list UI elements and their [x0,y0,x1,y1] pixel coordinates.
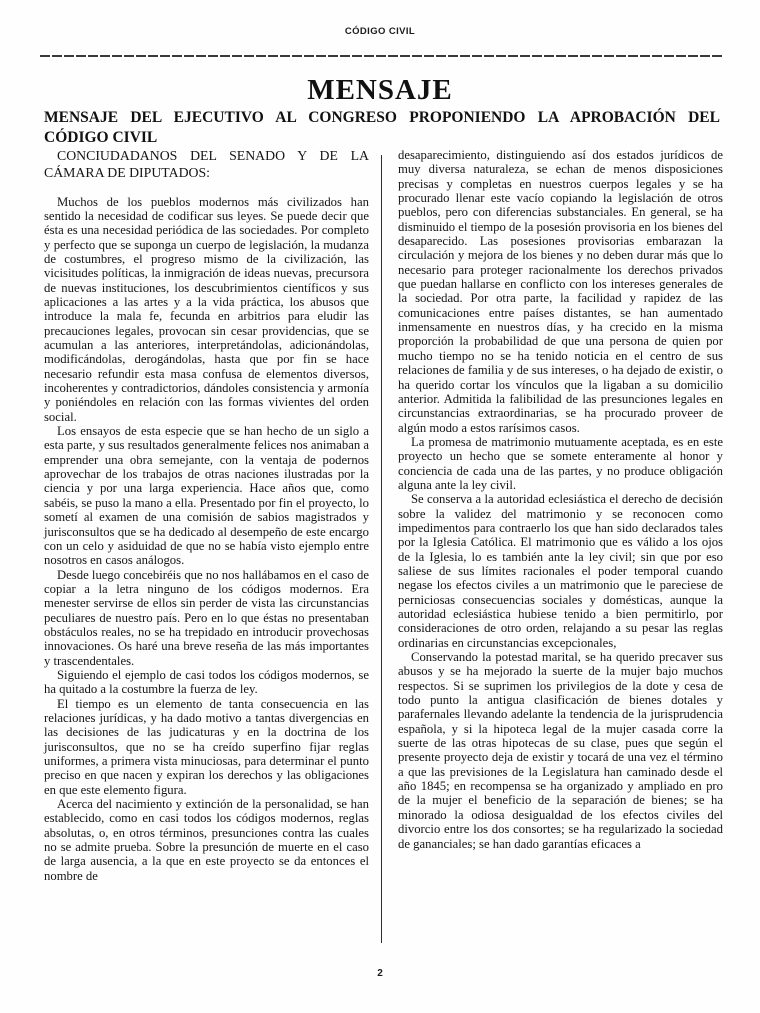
paragraph: Se conserva a la autoridad eclesiástica el derecho de decisión sobre la validez del matrimonio y se reconocen como impedimentos para contraerlo los que han sido declarados tales por la Iglesia Católica. El matrimonio que es válido a los ojos de la Iglesia, lo es también ante la ley civil; sin que por eso saliese de sus límites racionales el poder temporal cuando negase los efectos civiles a un matrimonio que le pareciese de perniciosas consecuencias sociales y domésticas, aunque la autoridad eclesiástica hubiese tenido a bien permitirlo, por consideraciones de otro orden, relajando a su pesar las reglas ordinarias en circunstancias excepcionales, [398,492,723,650]
column-divider-rule [381,155,382,943]
paragraph: Muchos de los pueblos modernos más civilizados han sentido la necesidad de codificar sus leyes. Se puede decir que ésta es una necesidad periódica de las sociedades. Por completo y perfecto que se suponga un cuerpo de legislación, la mudanza de costumbres, el progreso mismo de la civilización, las vicisitudes políticas, la inmigración de ideas nuevas, precursora de nuevas instituciones, los descubrimientos científicos y sus aplicaciones a las artes y a la vida práctica, los abusos que introduce la mala fe, fecunda en arbitrios para eludir las precauciones legales, provocan sin cesar providencias, que se acumulan a las anteriores, interpretándolas, adicionándolas, modificándolas, derogándolas, hasta que por fin se hace necesario refundir esta masa confusa de elementos diversos, incoherentes y contradictorios, dándoles consistencia y armonía y poniéndoles en relación con las formas vivientes del orden social. [44,194,369,424]
paragraph: El tiempo es un elemento de tanta consecuencia en las relaciones jurídicas, y ha dado motivo a tantas divergencias en las decisiones de las judicaturas y en la doctrina de los jurisconsultos, que no se ha creído superfino fijar reglas uniformes, a primera vista minuciosas, para determinar el punto preciso en que nacen y expiran los derechos y las obligaciones en que este elemento figura. [44,696,369,797]
paragraph-continuation: desaparecimiento, distinguiendo así dos estados jurídicos de muy diversa naturaleza, se echan de menos disposiciones precisas y completas en nuestros cuerpos legales y se ha procurado llenar este vacío copiando la legislación de otros pueblos, pero con diferencias substanciales. En general, se ha disminuido el tiempo de la posesión provisoria en los bienes del desaparecido. Las posesiones provisorias embarazan la circulación y mejora de los bienes y no deben durar más que lo necesario para proteger racionalmente los derechos privados que puedan hallarse en conflicto con los intereses generales de la sociedad. Por otra parte, la facilidad y rapidez de las comunicaciones entre países distantes, se han aumentado inmensamente en nuestros días, y ha crecido en la misma proporción la probabilidad de que una persona de quien por mucho tiempo no se ha tenido noticia en el centro de sus relaciones de familia y de sus intereses, o ha dejado de existir, o ha querido cortar los vínculos que la ligaban a su domicilio anterior. Admitida la falibilidad de las presunciones legales en circunstancias extraordinarias, se ha procurado proveer de algún modo a estos rarísimos casos. [398,148,723,435]
header-rule [40,55,722,57]
paragraph: Acerca del nacimiento y extinción de la personalidad, se han establecido, como en casi todos los códigos modernos, reglas absolutas, o, en otros términos, presunciones contra las cuales no se admite prueba. Sobre la presunción de muerte en el caso de larga ausencia, a la que en este proyecto se da entonces el nombre de [44,797,369,883]
paragraph: Desde luego concebiréis que no nos hallábamos en el caso de copiar a la letra ninguno de los códigos modernos. Era menester servirse de ellos sin perder de vista las circunstancias peculiares de nuestro país. Pero en lo que éstas no presentaban obstáculos reales, no se ha trepidado en introducir provechosas innovaciones. Os haré una breve reseña de las más importantes y trascendentales. [44,567,369,668]
paragraph: Los ensayos de esta especie que se han hecho de un siglo a esta parte, y sus resultados generalmente felices nos animaban a emprender una obra semejante, con la ventaja de podernos aprovechar de los trabajos de otras naciones ilustradas por la ciencia y por una larga experiencia. Hace años que, como sabéis, se puso la mano a ella. Presentado por fin el proyecto, lo sometí al examen de una comisión de sabios magistrados y jurisconsultos que se ha dedicado al desempeño de este encargo con un celo y asiduidad de que no se había visto ejemplo entre nosotros en casos análogos. [44,424,369,568]
right-column [398,148,723,851]
page-subtitle-line1: MENSAJE DEL EJECUTIVO AL CONGRESO PROPONIENDO LA APROBACIÓN DEL [44,109,720,126]
salutation-line1: CONCIUDADANOS DEL SENADO Y DE LA [57,148,369,163]
paragraph: La promesa de matrimonio mutuamente aceptada, es en este proyecto un hecho que se somete enteramente al honor y conciencia de cada una de las partes, y no produce obligación alguna ante la ley civil. [398,434,723,492]
page-number: 2 [377,968,383,979]
salutation-heading [44,148,369,182]
paragraph: Conservando la potestad marital, se ha querido precaver sus abusos y se ha mejorado la suerte de la mujer bajo muchos respectos. Si se suprimen los privilegios de la dote y cesa de todo punto la antigua clasificación de bienes dotales y parafernales llevando adelante la tendencia de la jurisprudencia española, y si la hipoteca legal de la mujer casada corre la suerte de las otras hipotecas de su clase, pues que según el presente proyecto deja de existir y tocará de una vez el término a que las previsiones de la Legislatura han caminado desde el año 1845; en recompensa se ha organizado y ampliado en pro de la mujer el beneficio de la separación de bienes; se ha minorado la odiosa desigualdad de los efectos civiles del divorcio entre los dos consortes; se ha regularizado la sociedad de gananciales; se han dado garantías eficaces a [398,650,723,851]
page-title: MENSAJE [307,74,453,106]
left-column [44,148,369,883]
page-subtitle-line2: CÓDIGO CIVIL [44,128,158,146]
paragraph: Siguiendo el ejemplo de casi todos los códigos modernos, se ha quitado a la costumbre la fuerza de ley. [44,667,369,697]
salutation-line2: CÁMARA DE DIPUTADOS: [44,164,211,180]
running-header-title: CÓDIGO CIVIL [344,26,416,37]
page-subtitle [44,108,720,147]
